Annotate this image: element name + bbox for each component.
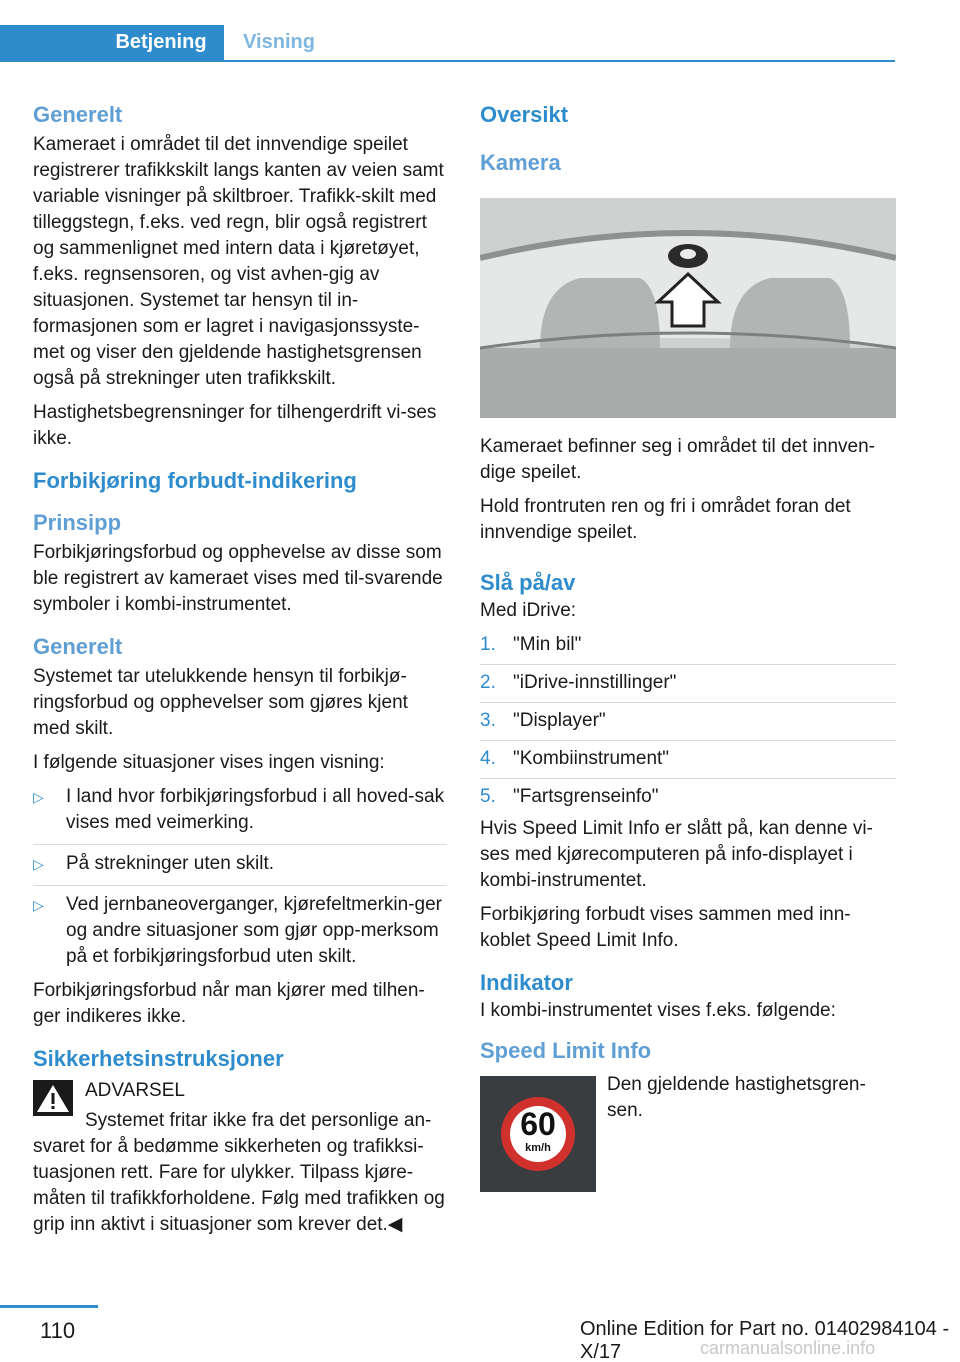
list-item (480, 740, 896, 772)
step-text: "Displayer" (513, 710, 606, 731)
watermark: carmanualsonline.info (700, 1338, 876, 1358)
section-heading-prinsipp: Prinsipp (33, 510, 122, 535)
page-number: 110 (40, 1318, 76, 1343)
list-item (480, 778, 896, 810)
step-number: 4. (480, 748, 496, 769)
step-number: 5. (480, 786, 496, 807)
tab-bar (0, 0, 895, 62)
paragraph: I følgende situasjoner vises ingen visning: (33, 752, 385, 773)
step-text: "Fartsgrenseinfo" (513, 786, 659, 807)
tab-bar-accent (0, 25, 98, 60)
step-text: "Min bil" (513, 634, 582, 655)
tab-visning[interactable]: Visning (243, 31, 315, 53)
tab-betjening[interactable]: Betjening (98, 25, 224, 60)
footer-rule (0, 1305, 98, 1308)
paragraph: Forbikjøring forbudt vises sammen med inn-koblet Speed Limit Info. (480, 904, 851, 951)
triangle-bullet-icon: ▷ (33, 897, 44, 913)
list-item (480, 632, 896, 658)
section-heading-sla-pa-av: Slå på/av (480, 570, 576, 595)
section-heading-generelt: Generelt (33, 102, 123, 127)
section-heading-indikator: Indikator (480, 970, 573, 995)
speed-limit-display (480, 1076, 596, 1192)
car-interior-illustration (480, 198, 896, 418)
right-column (480, 100, 896, 1208)
list-item (33, 784, 447, 836)
step-number: 2. (480, 672, 496, 693)
section-heading-forbikjoring: Forbikjøring forbudt-indikering (33, 468, 357, 493)
step-number: 3. (480, 710, 496, 731)
paragraph: Systemet tar utelukkende hensyn til forbikjø-ringsforbud og opphevelser som gjøres kjent med skilt. (33, 666, 408, 739)
section-heading-oversikt: Oversikt (480, 102, 569, 127)
section-heading-kamera: Kamera (480, 150, 561, 175)
bullet-list (33, 784, 447, 970)
triangle-bullet-icon: ▷ (33, 856, 44, 872)
paragraph: Forbikjøringsforbud og opphevelse av disse som ble registrert av kameraet vises med til-svarende symboler i kombi-instrumentet. (33, 542, 443, 615)
paragraph: Kameraet i området til det innvendige speilet registrerer trafikkskilt langs kanten av veien samt variable visninger på skiltbroer. Trafikk-skilt med tilleggstegn, f.eks. ved regn, blir også registrert og sammenlignet med intern data i kjøretøyet, f.eks. regnsensoren, og vist avhen-gig av situasjonen. Systemet tar hensyn til in-formasjonen som er lagret i navigasjonssyste-met og viser den gjeldende hastighetsgrensen også på strekninger uten trafikkskilt. (33, 134, 444, 389)
section-heading-sikkerhet: Sikkerhetsinstruksjoner (33, 1046, 284, 1071)
speed-limit-block (480, 1068, 896, 1208)
paragraph: Hvis Speed Limit Info er slått på, kan denne vi-ses med kjørecomputeren på info-displayet i kombi-instrumentet. (480, 818, 873, 891)
paragraph: Hastighetsbegrensninger for tilhengerdrift vi-ses ikke. (33, 402, 437, 449)
section-heading-generelt-2: Generelt (33, 634, 123, 659)
list-item-text: Ved jernbaneoverganger, kjørefeltmerkin-ger og andre situasjoner som gjør opp-merksom på et forbikjøringsforbud uten skilt. (66, 894, 442, 967)
step-list (480, 632, 896, 810)
edition-label: Online Edition for Part no. 01402984104 - X/17 (580, 1318, 950, 1362)
paragraph: Hold frontruten ren og fri i området foran det innvendige speilet. (480, 496, 851, 543)
triangle-bullet-icon: ▷ (33, 789, 44, 805)
paragraph: Den gjeldende hastighetsgren-sen. (607, 1074, 866, 1121)
paragraph: Forbikjøringsforbud når man kjører med tilhen-ger indikeres ikke. (33, 980, 425, 1027)
paragraph: Kameraet befinner seg i området til det innven-dige speilet. (480, 436, 875, 483)
list-item (480, 664, 896, 696)
list-item-text: På strekninger uten skilt. (66, 853, 275, 874)
speed-limit-unit: km/h (525, 1142, 551, 1154)
speed-limit-value: 60 (520, 1106, 556, 1142)
list-item (480, 702, 896, 734)
paragraph: Med iDrive: (480, 600, 577, 621)
step-text: "Kombiinstrument" (513, 748, 670, 769)
warning-text: Systemet fritar ikke fra det personlige an-svaret for å bedømme sikkerheten og trafikksi-tuasjonen rett. Fare for ulykker. Tilpass kjøre-måten til trafikkforholdene. Følg med trafikken og grip inn aktivt i situasjoner som krever det.◀ (33, 1110, 445, 1235)
paragraph: I kombi-instrumentet vises f.eks. følgende: (480, 1000, 836, 1021)
section-heading-speed-limit-info: Speed Limit Info (480, 1038, 652, 1063)
camera-location-photo (480, 198, 896, 418)
tab-bar-rule (0, 60, 895, 62)
list-item (33, 844, 447, 877)
step-text: "iDrive-innstillinger" (513, 672, 677, 693)
step-number: 1. (480, 634, 496, 655)
warning-title: ADVARSEL (85, 1080, 185, 1101)
list-item (33, 885, 447, 970)
warning-block (33, 1078, 447, 1104)
warning-triangle-icon (33, 1080, 73, 1116)
list-item-text: I land hvor forbikjøringsforbud i all hoved-sak vises med veimerking. (66, 786, 445, 833)
left-column (33, 100, 447, 1246)
